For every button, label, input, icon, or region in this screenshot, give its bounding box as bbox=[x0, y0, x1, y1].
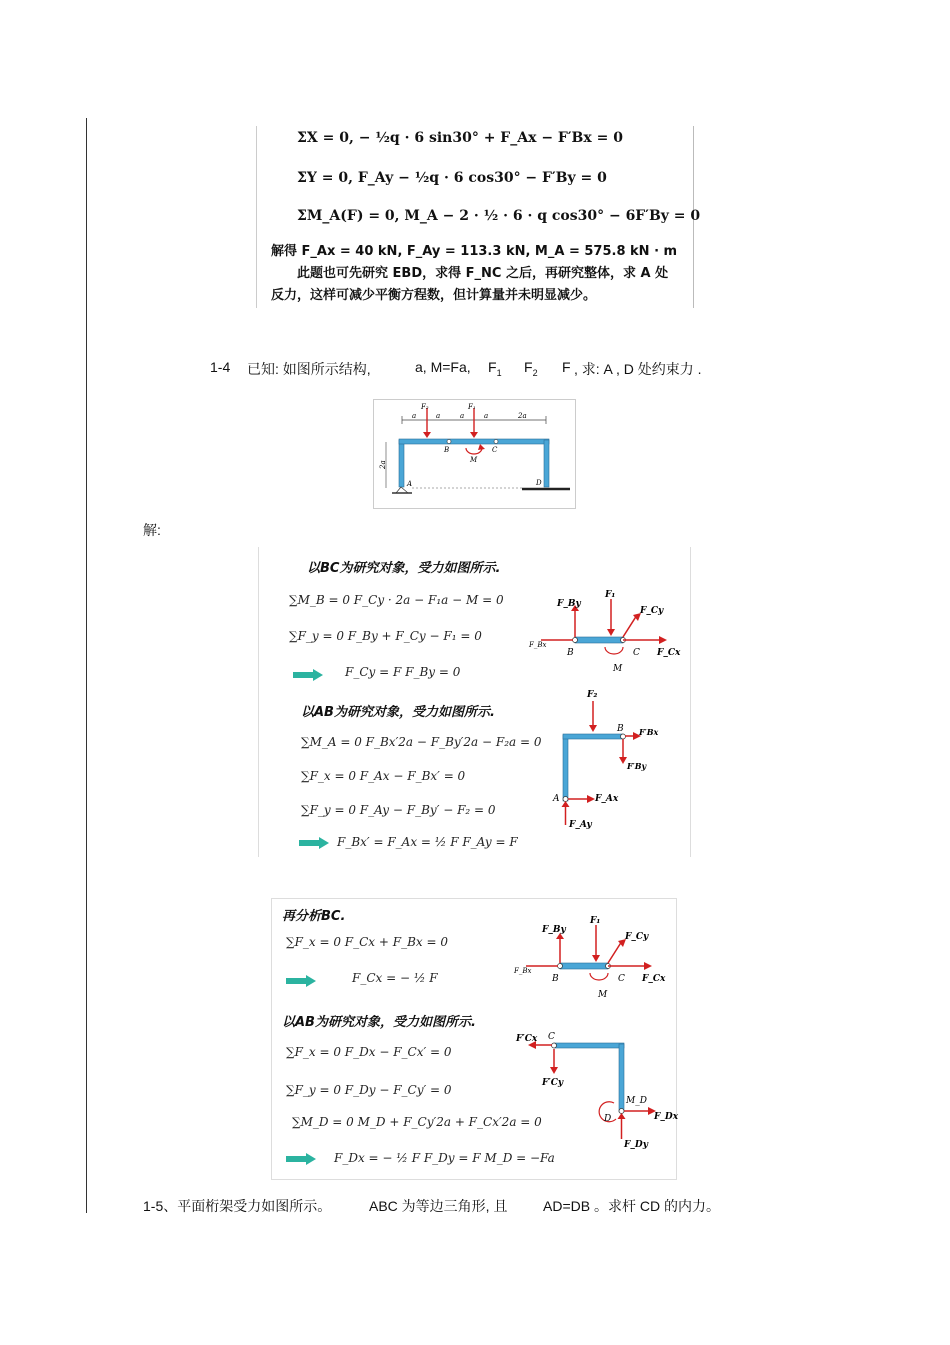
bc2-label-f1: F₁ bbox=[590, 916, 601, 926]
equation-sum-x: ΣX = 0, − ½q · 6 sin30° + F_Ax − F′Bx = 0 bbox=[297, 130, 623, 146]
bc-label-m: M bbox=[613, 664, 623, 674]
panel3-result-1: F_Cx = − ½ F bbox=[352, 971, 438, 985]
bc-free-body-diagram bbox=[527, 585, 687, 677]
green-arrow-3 bbox=[286, 975, 316, 987]
bc-label-fby: F_By bbox=[557, 599, 581, 609]
note-line-1: 此题也可先研究 EBD，求得 F_NC 之后，再研究整体，求 A 处 bbox=[297, 266, 669, 281]
bc-label-fbx: F_Bx bbox=[529, 641, 547, 649]
dim-a-3: a bbox=[460, 412, 465, 420]
hinge-c bbox=[494, 440, 498, 444]
left-margin-rule bbox=[86, 118, 87, 1213]
ab-label-f2: F₂ bbox=[587, 690, 598, 700]
ab-label-fby: F′By bbox=[627, 761, 647, 771]
bc2-label-c: C bbox=[618, 974, 625, 984]
panel2-title-bc: 以BC为研究对象，受力如图所示. bbox=[307, 561, 501, 576]
problem-f1: $F_1$ bbox=[488, 359, 502, 378]
panel3-eq-fx: ∑F_x = 0 F_Cx + F_Bx = 0 bbox=[286, 935, 448, 949]
cd-label-md: M_D bbox=[626, 1096, 647, 1106]
cd-label-fdx: F_Dx bbox=[654, 1112, 679, 1122]
panel3-eq-md: ∑M_D = 0 M_D + F_Cy′2a + F_Cx′2a = 0 bbox=[292, 1115, 542, 1129]
problem-given: a, M=Fa, bbox=[415, 359, 471, 375]
dim-a-1: a bbox=[412, 412, 417, 420]
cd-label-c: C bbox=[548, 1032, 555, 1042]
cd-label-fcy: F′Cy bbox=[542, 1078, 564, 1088]
label-b: B bbox=[444, 446, 450, 454]
ab-label-fbx: F′Bx bbox=[639, 727, 659, 737]
problem-1-5-part2: ABC 为等边三角形, 且 bbox=[369, 1198, 508, 1214]
label-m: M bbox=[470, 456, 478, 464]
note-line-2: 反力，这样可减少平衡方程数，但计算量并未明显减少。 bbox=[271, 288, 597, 303]
dim-vertical-2a: 2a bbox=[379, 460, 387, 469]
green-arrow-2 bbox=[299, 837, 329, 849]
problem-f: F bbox=[562, 359, 571, 375]
structure-figure-1-4 bbox=[373, 399, 576, 509]
ab-label-fax: F_Ax bbox=[595, 794, 619, 804]
panel2-result-2: F_Bx′ = F_Ax = ½ F F_Ay = F bbox=[337, 835, 518, 849]
problem-f2: $F_2$ bbox=[524, 359, 538, 378]
panel2-eq-fx: ∑F_x = 0 F_Ax − F_Bx′ = 0 bbox=[301, 769, 466, 783]
ab-label-a: A bbox=[553, 794, 560, 804]
problem-1-5-statement bbox=[143, 1196, 763, 1216]
problem-number: 1-4 bbox=[210, 359, 231, 375]
solution-label: 解: bbox=[143, 522, 161, 538]
solution-panel-bc-ab bbox=[258, 547, 691, 857]
ab-free-body-diagram bbox=[541, 685, 681, 833]
panel2-title-ab: 以AB为研究对象，受力如图所示. bbox=[301, 705, 495, 720]
label-f1: F₁ bbox=[468, 403, 476, 411]
panel2-eq-fy2: ∑F_y = 0 F_Ay − F_By′ − F₂ = 0 bbox=[301, 803, 496, 817]
bc2-label-fcx: F_Cx bbox=[642, 974, 666, 984]
bc-label-c: C bbox=[633, 648, 640, 658]
dim-a-4: a bbox=[484, 412, 489, 420]
hinge-b bbox=[447, 440, 451, 444]
cd-label-d: D bbox=[604, 1114, 612, 1124]
green-arrow-1 bbox=[293, 669, 323, 681]
bc-label-fcx: F_Cx bbox=[657, 648, 681, 658]
cd-label-fcx: F′Cx bbox=[516, 1034, 538, 1044]
panel3-eq-fy: ∑F_y = 0 F_Dy − F_Cy′ = 0 bbox=[286, 1083, 452, 1097]
bc-label-fcy: F_Cy bbox=[640, 606, 664, 616]
green-arrow-4 bbox=[286, 1153, 316, 1165]
dim-2a: 2a bbox=[518, 412, 527, 420]
bc-free-body-diagram-2 bbox=[512, 905, 672, 1001]
equation-sum-y: ΣY = 0, F_Ay − ½q · 6 cos30° − F′By = 0 bbox=[297, 170, 607, 186]
equation-sum-moment: ΣM_A(F) = 0, M_A − 2 · ½ · 6 · q cos30° − 6F′By = 0 bbox=[297, 208, 701, 224]
panel3-result-2: F_Dx = − ½ F F_Dy = F M_D = −Fa bbox=[334, 1151, 555, 1165]
panel3-title-bc: 再分析BC. bbox=[282, 909, 346, 924]
label-f2: F₂ bbox=[421, 403, 429, 411]
ab-label-b: B bbox=[617, 724, 624, 734]
bc2-label-b: B bbox=[552, 974, 559, 984]
problem-ask: , 求: A , D 处约束力 . bbox=[574, 361, 702, 377]
cd-label-fdy: F_Dy bbox=[624, 1140, 648, 1150]
bc-label-f1: F₁ bbox=[605, 590, 616, 600]
problem-1-4-statement bbox=[210, 359, 750, 379]
equilibrium-equations-panel bbox=[256, 126, 701, 308]
cd-free-body-diagram bbox=[512, 1027, 679, 1177]
problem-1-5-part1: 1-5、平面桁架受力如图所示。 bbox=[143, 1198, 332, 1214]
panel2-result-1: F_Cy = F F_By = 0 bbox=[345, 665, 461, 679]
solution-panel-cd bbox=[271, 898, 677, 1180]
label-d: D bbox=[536, 479, 542, 487]
panel2-eq-mb: ∑M_B = 0 F_Cy · 2a − F₁a − M = 0 bbox=[289, 593, 504, 607]
bc2-label-fcy: F_Cy bbox=[625, 932, 649, 942]
panel2-eq-fy: ∑F_y = 0 F_By + F_Cy − F₁ = 0 bbox=[289, 629, 482, 643]
bc2-label-fby: F_By bbox=[542, 925, 566, 935]
bc2-label-fbx: F_Bx bbox=[514, 967, 532, 975]
problem-1-5-part3: AD=DB 。求杆 CD 的内力。 bbox=[543, 1198, 720, 1214]
bc-label-b: B bbox=[567, 648, 574, 658]
panel2-eq-ma: ∑M_A = 0 F_Bx′2a − F_By′2a − F₂a = 0 bbox=[301, 735, 542, 749]
result-line: 解得 F_Ax = 40 kN, F_Ay = 113.3 kN, M_A = 575.8 kN · m bbox=[271, 244, 678, 259]
problem-prefix: 已知: 如图所示结构, bbox=[247, 361, 371, 377]
dim-a-2: a bbox=[436, 412, 441, 420]
panel3-title-ab: 以AB为研究对象，受力如图所示. bbox=[282, 1015, 476, 1030]
panel3-eq-fx2: ∑F_x = 0 F_Dx − F_Cx′ = 0 bbox=[286, 1045, 452, 1059]
label-a: A bbox=[407, 480, 413, 488]
bc2-label-m: M bbox=[598, 990, 608, 1000]
ab-label-fay: F_Ay bbox=[569, 820, 592, 830]
label-c: C bbox=[492, 446, 498, 454]
